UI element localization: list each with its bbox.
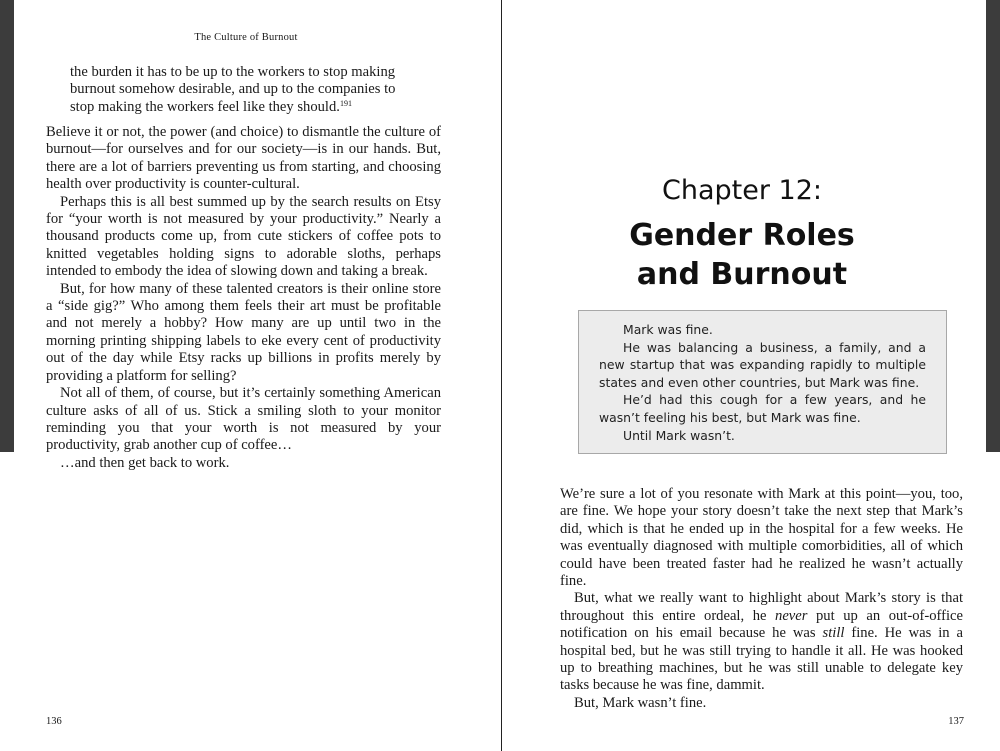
story-callout-box bbox=[578, 310, 947, 454]
running-head: The Culture of Burnout bbox=[194, 32, 298, 43]
right-page bbox=[502, 0, 1000, 751]
quote-line-text: stop making the workers feel like they should. bbox=[70, 98, 340, 115]
quote-line: burnout somehow desirable, and up to the companies to bbox=[70, 81, 396, 98]
quote-line bbox=[70, 99, 414, 116]
callout-line: Until Mark wasn’t. bbox=[623, 427, 735, 443]
paragraph: We’re sure a lot of you resonate with Mark at this point—you, too, are fine. We hope your story doesn’t take the next step that Mark’s did, which is that he ended up in the hospital for a few weeks. He was eventually diagnosed with multiple comorbidities, all of which could have been treated faster had he realized he wasn’t actually fine. bbox=[560, 486, 963, 590]
chapter-heading bbox=[562, 172, 922, 294]
emphasis: never bbox=[775, 607, 808, 624]
footnote-marker: 191 bbox=[339, 98, 352, 108]
text-run: But, what we really want to highlight about Mark’s story is that throughout this entire ordeal, he bbox=[560, 590, 963, 624]
body-text-right bbox=[560, 486, 963, 712]
body-text-left bbox=[46, 124, 441, 472]
quote-line: the burden it has to be up to the workers to stop making bbox=[70, 64, 396, 80]
chapter-title bbox=[562, 216, 922, 294]
paragraph: …and then get back to work. bbox=[60, 454, 230, 471]
paragraph: Perhaps this is all best summed up by the search results on Etsy for “your worth is not measured by your productivity.” Nearly a thousand products come up, from cute stickers of coffee pots to knitted vegetables holding signs to adorable sloths, perhaps intended to embody the idea of slowing down and taking a break. bbox=[46, 193, 441, 280]
page-number: 137 bbox=[948, 716, 964, 727]
paragraph: Not all of them, of course, but it’s certainly something American culture asks of all of us. Stick a smiling sloth to your monitor reminding you that your worth is not measured by your productivity, grab another cup of coffee… bbox=[46, 385, 441, 454]
paragraph: But, Mark wasn’t fine. bbox=[574, 694, 707, 711]
paragraph: But, for how many of these talented creators is their online store a “side gig?” Who among them feels their art must be profitable and not merely a hobby? How many are up until two in the morning printing shipping labels to eke every cent of productivity out of the day while Etsy racks up billions in profits merely by providing a platform for selling? bbox=[46, 280, 441, 384]
chapter-number: Chapter 12: bbox=[662, 175, 822, 206]
page-edge-marker bbox=[986, 0, 1000, 452]
emphasis: still bbox=[822, 625, 845, 642]
callout-line: He’d had this cough for a few years, and he wasn’t feeling his best, but Mark was fine. bbox=[599, 392, 926, 425]
page-edge-marker bbox=[0, 0, 14, 452]
text-run: fine. He was in a hospital bed, but he was still trying to handle it all. He was hooked up to breathing machines, but he was still unable to delegate key tasks because he was fine, dammit. bbox=[560, 625, 963, 694]
callout-line: He was balancing a business, a family, and a new startup that was expanding rapidly to multiple states and even other countries, but Mark was fine. bbox=[599, 339, 926, 390]
chapter-title-line: Gender Roles bbox=[629, 218, 855, 253]
indented-quote bbox=[70, 64, 414, 116]
paragraph: Believe it or not, the power (and choice) to dismantle the culture of burnout—for ourselves and for our society—is in our hands. But, there are a lot of barriers preventing us from starting, and choosing health over productivity is counter-cultural. bbox=[46, 124, 441, 193]
paragraph bbox=[560, 590, 963, 694]
text-run: put up an out-of-office notification on his email because he was bbox=[560, 607, 963, 642]
callout-line: Mark was fine. bbox=[623, 322, 713, 337]
chapter-title-line: and Burnout bbox=[636, 257, 848, 292]
page-number: 136 bbox=[46, 716, 62, 727]
